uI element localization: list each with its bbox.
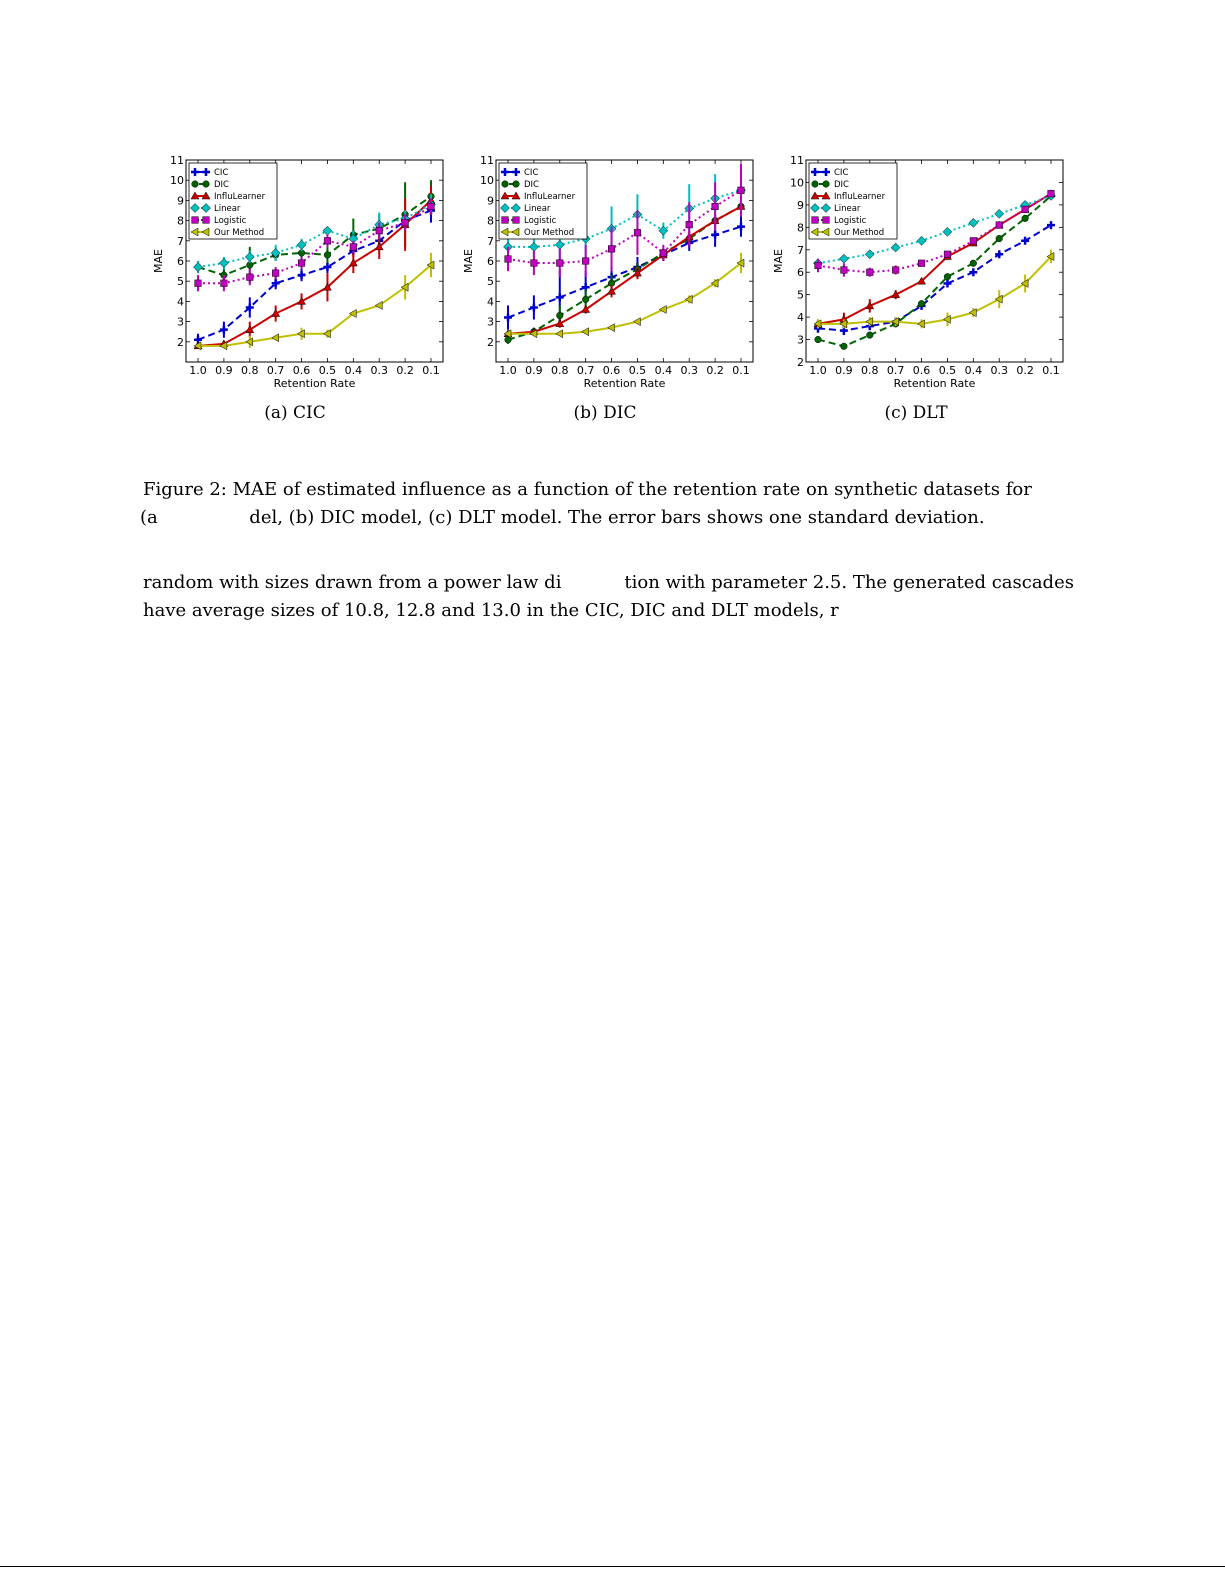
y-tick-label: 4 [177, 295, 184, 309]
y-tick-label: 3 [177, 315, 184, 329]
legend-marker [203, 181, 210, 188]
legend-marker [812, 181, 819, 188]
y-tick-label: 2 [177, 335, 184, 349]
subcaption-b: (b) DIC [573, 403, 637, 423]
x-tick-label: 0.5 [628, 364, 647, 377]
x-axis-label: Retention Rate [583, 377, 666, 390]
data-point [841, 267, 848, 274]
legend-label: Logistic [524, 216, 557, 226]
x-tick-label: 0.3 [680, 364, 698, 377]
data-point [996, 235, 1003, 242]
y-axis-label: MAE [152, 249, 165, 273]
y-tick-label: 7 [797, 243, 804, 257]
body-line-2: have average sizes of 10.8, 12.8 and 13.0 in the CIC, DIC and DLT models, r [143, 600, 839, 621]
caption-line-1: Figure 2: MAE of estimated influence as a function of the retention rate on synthetic datasets for [143, 479, 1032, 500]
data-point [970, 238, 977, 245]
legend-label: Linear [834, 204, 861, 214]
legend-label: Our Method [834, 228, 885, 238]
data-point [866, 269, 873, 276]
legend-marker [192, 181, 199, 188]
y-tick-label: 6 [487, 255, 494, 268]
x-axis-label: Retention Rate [893, 377, 976, 390]
x-tick-label: 0.8 [861, 364, 879, 377]
legend [499, 163, 587, 239]
legend-marker [513, 217, 520, 224]
legend-label: DIC [834, 180, 849, 190]
y-tick-label: 3 [797, 333, 804, 347]
legend-label: DIC [214, 180, 229, 190]
y-tick-label: 9 [487, 194, 494, 208]
legend-label: Linear [214, 204, 241, 214]
data-point [505, 256, 512, 263]
y-tick-label: 10 [790, 176, 804, 190]
x-tick-label: 0.6 [292, 364, 311, 377]
caption-line-2: (a del, (b) DIC model, (c) DLT model. The error bars shows one standard deviation. [140, 507, 985, 528]
x-tick-label: 0.1 [732, 364, 750, 377]
data-point [660, 250, 667, 257]
legend-label: Our Method [524, 228, 575, 238]
x-tick-label: 1.0 [189, 364, 207, 377]
data-point [918, 260, 925, 267]
x-tick-label: 0.1 [422, 364, 440, 377]
chart-cic [148, 145, 458, 395]
legend-label: CIC [214, 168, 229, 178]
data-point [608, 246, 615, 253]
data-point [944, 273, 951, 280]
x-tick-label: 0.7 [886, 364, 905, 377]
x-tick-label: 0.3 [370, 364, 388, 377]
x-tick-label: 1.0 [499, 364, 517, 377]
subcaption-a: (a) CIC [264, 403, 326, 423]
y-axis-label: MAE [462, 249, 475, 273]
y-axis-label: MAE [772, 249, 785, 273]
data-point [376, 227, 383, 234]
data-point [531, 260, 538, 267]
legend-label: CIC [524, 168, 539, 178]
y-tick-label: 4 [487, 295, 494, 309]
y-tick-label: 6 [797, 266, 804, 280]
legend-marker [192, 217, 199, 224]
x-tick-label: 0.4 [964, 364, 983, 377]
legend [809, 163, 897, 239]
legend-label: Our Method [214, 228, 265, 238]
data-point [944, 251, 951, 258]
data-point [556, 312, 563, 319]
figure-caption [140, 476, 1073, 532]
y-tick-label: 2 [487, 335, 494, 349]
x-tick-label: 1.0 [809, 364, 827, 377]
data-point [634, 229, 641, 236]
y-tick-label: 4 [797, 311, 804, 325]
y-tick-label: 3 [487, 315, 494, 329]
y-tick-label: 9 [797, 198, 804, 212]
chart-dlt [768, 145, 1078, 395]
data-point [221, 280, 228, 287]
data-point [324, 238, 331, 245]
legend [189, 163, 277, 239]
y-tick-label: 7 [487, 234, 494, 248]
y-tick-label: 11 [480, 154, 494, 167]
data-point [815, 336, 822, 343]
data-point [1022, 206, 1029, 213]
legend-marker [502, 181, 509, 188]
subcaption-c: (c) DLT [884, 403, 948, 423]
y-tick-label: 2 [797, 356, 804, 369]
data-point [918, 300, 925, 307]
data-point [686, 221, 693, 228]
legend-marker [823, 217, 830, 224]
data-point [298, 260, 305, 267]
x-tick-label: 0.7 [266, 364, 285, 377]
y-tick-label: 5 [797, 288, 804, 302]
chart-dic [458, 145, 768, 395]
data-point [246, 274, 253, 281]
data-point [582, 296, 589, 303]
data-point [841, 343, 848, 350]
data-point [272, 270, 279, 277]
x-tick-label: 0.4 [344, 364, 363, 377]
body-line-1: random with sizes drawn from a power law di tion with parameter 2.5. The generated cascades [143, 572, 1074, 593]
y-tick-label: 7 [177, 234, 184, 248]
legend-label: CIC [834, 168, 849, 178]
x-tick-label: 0.9 [525, 364, 543, 377]
x-tick-label: 0.3 [990, 364, 1008, 377]
data-point [1048, 190, 1055, 197]
y-tick-label: 10 [480, 174, 494, 188]
legend-marker [502, 217, 509, 224]
x-tick-label: 0.2 [396, 364, 414, 377]
legend-label: InfluLearner [524, 192, 576, 202]
legend-label: Linear [524, 204, 551, 214]
data-point [582, 258, 589, 265]
data-point [866, 332, 873, 339]
legend-label: InfluLearner [214, 192, 266, 202]
legend-marker [513, 181, 520, 188]
y-tick-label: 5 [177, 275, 184, 289]
data-point [712, 203, 719, 210]
data-point [738, 187, 745, 194]
body-paragraph [143, 569, 1073, 625]
x-tick-label: 0.9 [835, 364, 853, 377]
y-tick-label: 8 [487, 214, 494, 228]
data-point [1022, 215, 1029, 222]
data-point [970, 260, 977, 267]
legend-label: Logistic [834, 216, 867, 226]
x-tick-label: 0.8 [241, 364, 259, 377]
x-tick-label: 0.2 [706, 364, 724, 377]
y-tick-label: 11 [170, 154, 184, 167]
x-tick-label: 0.5 [938, 364, 957, 377]
y-tick-label: 11 [790, 154, 804, 167]
x-tick-label: 0.1 [1042, 364, 1060, 377]
y-tick-label: 5 [487, 275, 494, 289]
legend-label: Logistic [214, 216, 247, 226]
legend-label: InfluLearner [834, 192, 886, 202]
data-point [996, 222, 1003, 229]
y-tick-label: 10 [170, 174, 184, 188]
page-bottom-rule [0, 1566, 1225, 1567]
y-tick-label: 8 [177, 214, 184, 228]
x-tick-label: 0.9 [215, 364, 233, 377]
legend-label: DIC [524, 180, 539, 190]
legend-marker [812, 217, 819, 224]
y-tick-label: 9 [177, 194, 184, 208]
legend-marker [823, 181, 830, 188]
x-tick-label: 0.7 [576, 364, 595, 377]
legend-marker [203, 217, 210, 224]
data-point [324, 252, 331, 259]
x-axis-label: Retention Rate [273, 377, 356, 390]
x-tick-label: 0.5 [318, 364, 337, 377]
data-point [428, 203, 435, 210]
data-point [556, 260, 563, 267]
data-point [195, 280, 202, 287]
x-tick-label: 0.2 [1016, 364, 1034, 377]
y-tick-label: 8 [797, 221, 804, 235]
x-tick-label: 0.4 [654, 364, 673, 377]
data-point [402, 219, 409, 226]
data-point [350, 244, 357, 251]
x-tick-label: 0.6 [912, 364, 931, 377]
y-tick-label: 6 [177, 255, 184, 268]
data-point [815, 262, 822, 269]
data-point [892, 267, 899, 274]
x-tick-label: 0.8 [551, 364, 569, 377]
x-tick-label: 0.6 [602, 364, 621, 377]
